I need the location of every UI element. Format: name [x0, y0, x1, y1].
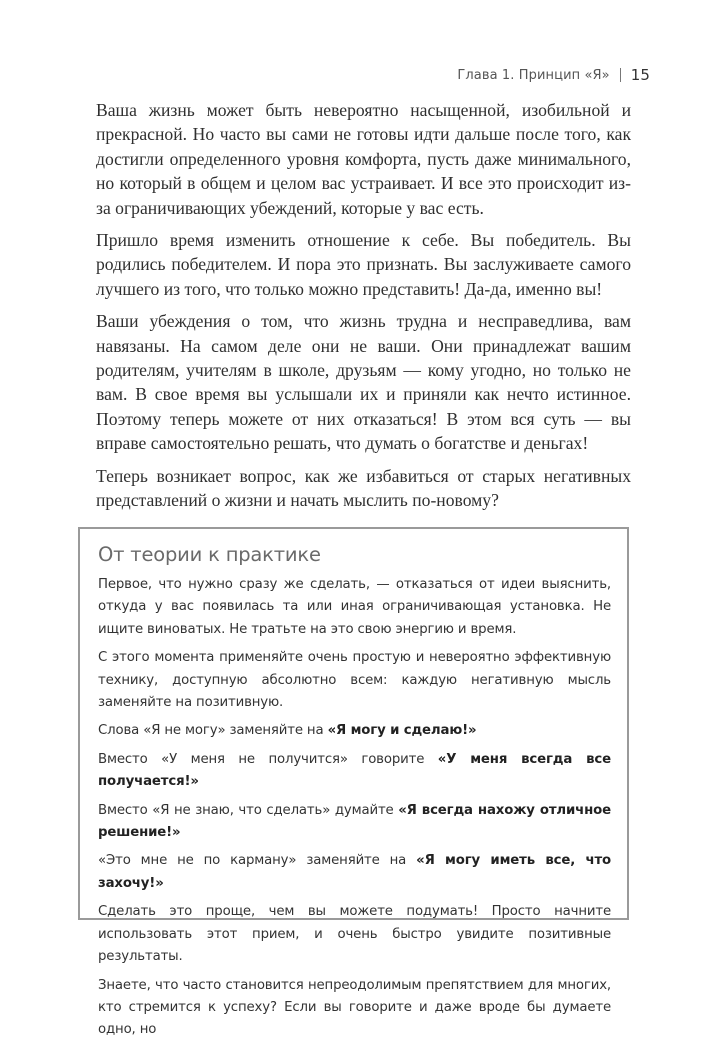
box-paragraph: Сделать это проще, чем вы можете подумать! Просто начните использовать этот прием, и очень быстро увидите позитивные результаты.	[98, 904, 611, 965]
box-paragraph: Первое, что нужно сразу же сделать, — отказаться от идеи выяснить, откуда у вас появилась та или иная ограничивающая установка. Не ищите виноватых. Не тратьте на это свою энергию и время.	[98, 577, 611, 637]
paragraph: Пришло время изменить отношение к себе. Вы победитель. Вы родились победителем. И пора это признать. Вы заслуживаете самого лучшего из того, что только можно представить! Да-да, именно вы!	[96, 230, 631, 299]
running-head	[457, 66, 650, 84]
example-lead: Слова «Я не могу» заменяйте на	[98, 723, 328, 739]
page-number: 15	[630, 66, 650, 84]
example-lead: «Это мне не по карману» заменяйте на	[98, 853, 417, 869]
paragraph: Теперь возникает вопрос, как же избавиться от старых негативных представлений о жизни и начать мыслить по-новому?	[96, 465, 631, 511]
example-affirmation: «Я могу иметь все, что захочу!»	[98, 853, 611, 891]
example-affirmation: «У меня всегда все получается!»	[98, 751, 611, 790]
example-affirmation: «Я могу и сделаю!»	[327, 723, 477, 739]
paragraph: Ваши убеждения о том, что жизнь трудна и несправедлива, вам навязаны. На самом деле они не ваши. Они принадлежат вашим родителям, учителям в школе, друзьям — кому угодно, но только не вам. В свое время вы услышали их и приняли как нечто истинное. Поэтому теперь можете от них отказаться! В этом вся суть — вы вправе самостоятельно решать, что думать о богатстве и деньгах!	[96, 311, 631, 454]
paragraph: Ваша жизнь может быть невероятно насыщенной, изобильной и прекрасной. Но часто вы сами не готовы идти дальше после того, как достигли определенного уровня комфорта, пусть даже минимального, но который в общем и целом вас устраивает. И все это происходит из-за ограничивающих убеждений, которые у вас есть.	[96, 100, 631, 218]
box-paragraph: С этого момента применяйте очень простую и невероятно эффективную технику, доступную абсолютно всем: каждую негативную мысль заменяйте на позитивную.	[98, 650, 611, 711]
chapter-title: Глава 1. Принцип «Я»	[457, 67, 610, 83]
box-title: От теории к практике	[98, 543, 321, 566]
example-affirmation: «Я всегда нахожу отличное решение!»	[98, 802, 611, 841]
practice-box	[78, 527, 629, 1038]
body-text	[96, 98, 631, 521]
box-paragraph: Знаете, что часто становится непреодолимым препятствием для многих, кто стремится к успеху? Если вы говорите и даже вроде бы думаете одно, но	[98, 977, 611, 1038]
example-line	[98, 800, 611, 845]
example-lead: Вместо «Я не знаю, что сделать» думайте	[98, 802, 399, 818]
example-line	[98, 720, 611, 742]
example-lead: Вместо «У меня не получится» говорите	[98, 751, 438, 767]
example-line	[98, 749, 611, 794]
header-divider	[620, 68, 621, 82]
example-line	[98, 850, 611, 895]
